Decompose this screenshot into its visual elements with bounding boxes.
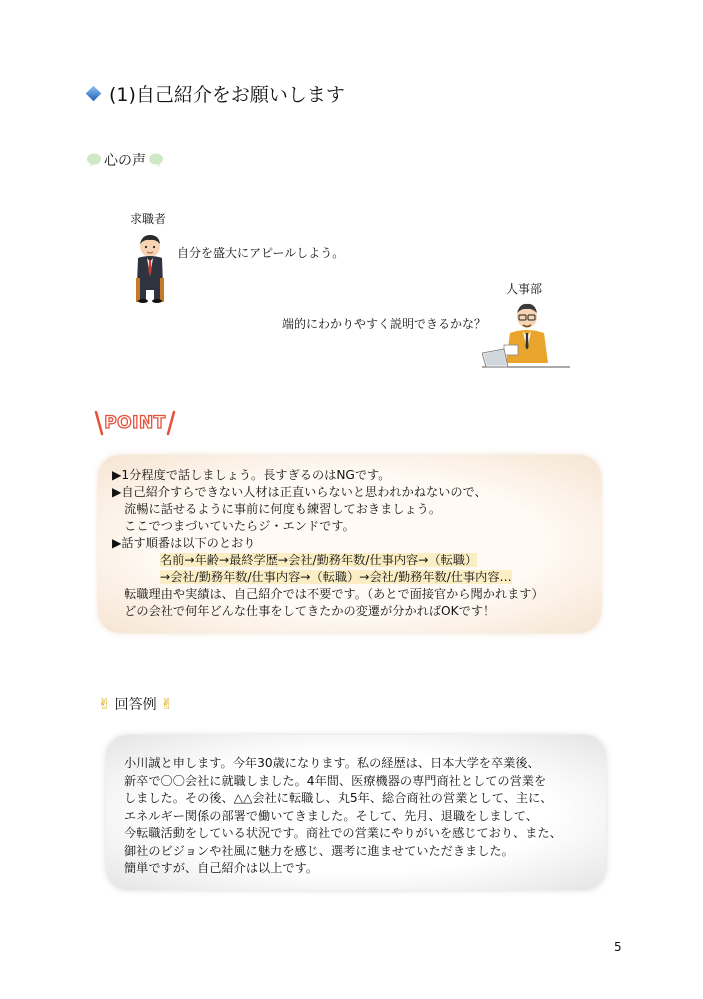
answer-line: 簡単ですが、自己紹介は以上です。 xyxy=(124,861,319,875)
point-line: ここでつまづいていたらジ・エンドです。 xyxy=(112,519,355,533)
point-line: 流暢に話せるように事前に何度も練習しておきましょう。 xyxy=(112,502,442,516)
hr-label: 人事部 xyxy=(506,282,543,296)
job-seeker-label: 求職者 xyxy=(130,212,167,226)
answer-line: 御社のビジョンや社風に魅力を感じ、選考に進ませていただきました。 xyxy=(124,843,514,858)
answer-example-heading xyxy=(98,694,173,714)
point-line: 転職理由や実績は、自己紹介では不要です。（あとで面接官から聞かれます） xyxy=(112,587,544,601)
inner-voice-label: 心の声 xyxy=(104,153,146,169)
point-content xyxy=(112,467,544,620)
answer-line: エネルギー関係の部署で働いてきました。そして、先月、退職をしまして、 xyxy=(124,808,538,823)
speech-bubble-icon xyxy=(148,152,164,168)
answer-line: しました。その後、△△会社に転職し、丸5年、総合商社の営業として、主に、 xyxy=(124,791,553,805)
page-number: 5 xyxy=(614,940,622,954)
point-line: ▶自己紹介すらできない人材は正直いらないと思われかねないので、 xyxy=(112,485,487,499)
point-line: ▶話す順番は以下のとおり xyxy=(112,536,256,550)
answer-line: 今転職活動をしている状況です。商社での営業にやりがいを感じており、また、 xyxy=(124,826,562,840)
answer-example-content xyxy=(124,755,562,878)
answer-example-label: 回答例 xyxy=(114,697,157,713)
point-line: どの会社で何年どんな仕事をしてきたかの変遷が分かればOKです！ xyxy=(112,604,496,618)
order-highlight-line: →会社/勤務年数/仕事内容→（転職）→会社/勤務年数/仕事内容… xyxy=(160,570,512,584)
order-highlight-line: 名前→年齢→最終学歴→会社/勤務年数/仕事内容→（転職） xyxy=(160,553,478,567)
diamond-bullet-icon xyxy=(86,86,102,102)
speech-bubble-icon xyxy=(86,152,102,168)
hr-speech: 端的にわかりやすく説明できるかな？ xyxy=(282,317,487,331)
point-line: ▶1分程度で話しましょう。長すぎるのはNGです。 xyxy=(112,468,391,482)
page-title: (1)自己紹介をお願いします xyxy=(109,84,345,106)
hr-interviewer-illustration-icon xyxy=(482,297,572,371)
peace-hand-icon: ✌ xyxy=(98,695,111,713)
section-heading xyxy=(88,80,345,107)
job-seeker-speech: 自分を盛大にアピールしよう。 xyxy=(177,246,345,260)
point-badge-text: POINT xyxy=(104,413,166,433)
inner-voice-heading xyxy=(86,150,164,170)
point-badge xyxy=(94,408,176,436)
answer-line: 新卒で〇〇会社に就職しました。4年間、医療機器の専門商社としての営業を xyxy=(124,773,547,788)
job-seeker-illustration-icon xyxy=(134,234,166,304)
peace-hand-icon: ✌ xyxy=(160,695,174,713)
answer-line: 小川誠と申します。今年30歳になります。私の経歴は、日本大学を卒業後、 xyxy=(124,756,540,770)
